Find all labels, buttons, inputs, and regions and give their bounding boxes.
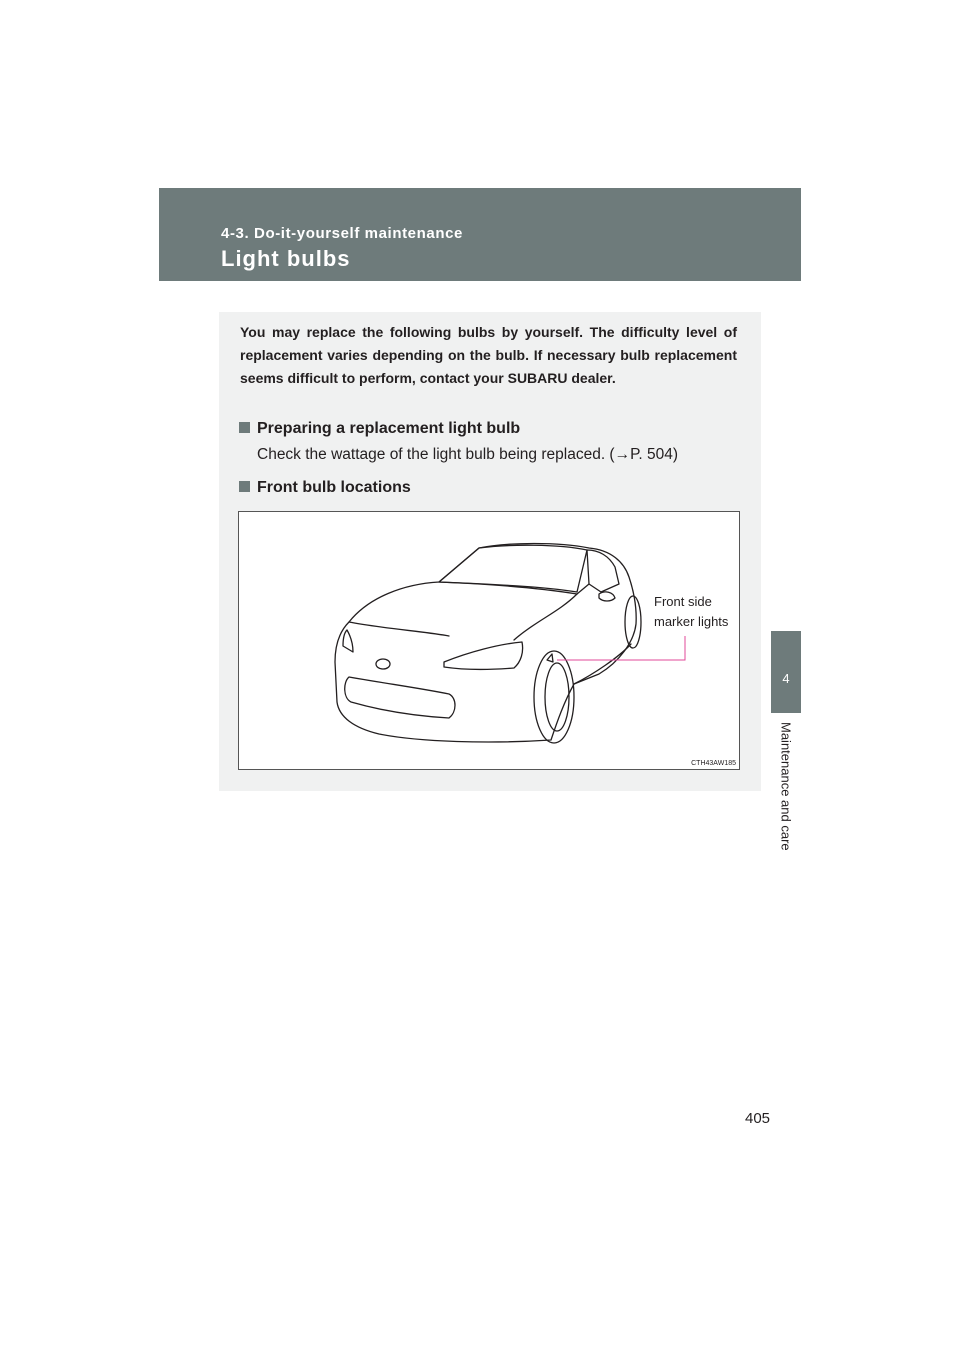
content-box <box>219 312 761 791</box>
square-bullet-icon <box>239 422 250 433</box>
intro-paragraph: You may replace the following bulbs by yourself. The difficulty level of replacement varies depending on the bulb. If necessary bulb replacement seems difficult to perform, contact your SUBARU dealer. <box>240 324 737 386</box>
page-number: 405 <box>745 1110 771 1127</box>
callout-front-side-marker-lights <box>654 592 728 632</box>
chapter-label: Maintenance and care <box>778 722 794 851</box>
callout-line-1: Front side <box>654 594 712 609</box>
heading-preparing-bulb <box>239 420 520 438</box>
chapter-tab <box>771 631 801 713</box>
chapter-number: 4 <box>782 671 790 686</box>
front-bulb-figure <box>238 511 740 770</box>
section-label: 4-3. Do-it-yourself maintenance <box>221 225 463 242</box>
heading-front-bulb-locations <box>239 479 411 497</box>
page-title: Light bulbs <box>221 246 351 271</box>
figure-code: CTH43AW185 <box>691 760 736 767</box>
car-illustration <box>239 512 739 769</box>
square-bullet-icon <box>239 481 250 492</box>
heading-text: Front bulb locations <box>257 479 411 496</box>
wattage-instruction: Check the wattage of the light bulb being replaced. (→P. 504) <box>257 446 679 463</box>
heading-text: Preparing a replacement light bulb <box>257 420 521 437</box>
callout-line-2: marker lights <box>654 614 729 629</box>
section-header <box>159 188 801 281</box>
